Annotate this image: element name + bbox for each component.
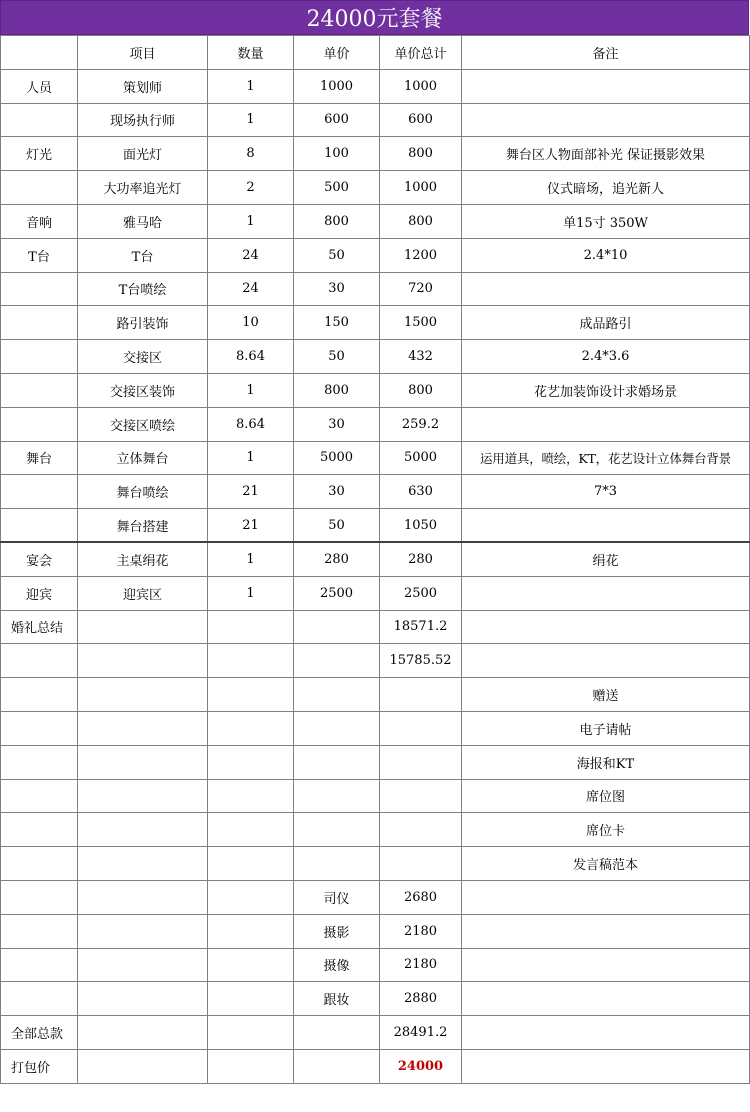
service-row	[1, 982, 750, 1016]
empty-cell	[208, 847, 294, 881]
row-remark: 成品路引	[462, 306, 750, 340]
grand-total-row	[1, 1016, 750, 1050]
header-remark: 备注	[462, 36, 750, 70]
empty-cell	[294, 1016, 380, 1050]
header-quantity: 数量	[208, 36, 294, 70]
row-unit-price: 800	[294, 204, 380, 238]
empty-cell	[1, 982, 78, 1016]
row-category: 舞台	[1, 441, 78, 475]
empty-cell	[208, 678, 294, 712]
row-quantity: 1	[208, 204, 294, 238]
empty-cell	[1, 914, 78, 948]
empty-cell	[462, 948, 750, 982]
empty-cell	[294, 779, 380, 813]
row-total: 280	[380, 542, 462, 576]
service-price: 2680	[380, 880, 462, 914]
grand-total-label: 全部总款	[1, 1016, 78, 1050]
row-quantity: 24	[208, 272, 294, 306]
service-name: 跟妆	[294, 982, 380, 1016]
row-category: T台	[1, 238, 78, 272]
row-total: 1050	[380, 509, 462, 543]
empty-cell	[462, 880, 750, 914]
table-row	[1, 576, 750, 610]
row-quantity: 1	[208, 576, 294, 610]
package-table-body	[1, 36, 750, 1084]
row-remark: 仪式暗场，追光新人	[462, 171, 750, 205]
row-item: 大功率追光灯	[78, 171, 208, 205]
table-row	[1, 137, 750, 171]
row-unit-price: 100	[294, 137, 380, 171]
row-item: 交接区	[78, 340, 208, 374]
row-item: 主桌绢花	[78, 542, 208, 576]
empty-cell	[462, 1016, 750, 1050]
row-unit-price: 30	[294, 475, 380, 509]
row-item: 交接区装饰	[78, 373, 208, 407]
table-row	[1, 238, 750, 272]
empty-cell	[462, 1049, 750, 1083]
table-row	[1, 475, 750, 509]
row-remark: 2.4*3.6	[462, 340, 750, 374]
row-category: 迎宾	[1, 576, 78, 610]
row-unit-price: 2500	[294, 576, 380, 610]
service-row	[1, 880, 750, 914]
row-remark: 单15寸 350W	[462, 204, 750, 238]
empty-cell	[380, 813, 462, 847]
empty-cell	[208, 644, 294, 678]
row-quantity: 21	[208, 475, 294, 509]
table-row	[1, 340, 750, 374]
gift-row	[1, 779, 750, 813]
row-category	[1, 103, 78, 137]
header-category	[1, 36, 78, 70]
discounted-row	[1, 644, 750, 678]
empty-cell	[208, 779, 294, 813]
empty-cell	[462, 644, 750, 678]
row-item: 面光灯	[78, 137, 208, 171]
empty-cell	[1, 847, 78, 881]
empty-cell	[208, 880, 294, 914]
row-remark	[462, 103, 750, 137]
discounted-value: 15785.52	[380, 644, 462, 678]
empty-cell	[208, 813, 294, 847]
row-remark: 2.4*10	[462, 238, 750, 272]
row-unit-price: 1000	[294, 69, 380, 103]
empty-cell	[294, 711, 380, 745]
row-item: 现场执行师	[78, 103, 208, 137]
row-total: 1500	[380, 306, 462, 340]
row-category: 人员	[1, 69, 78, 103]
table-row	[1, 204, 750, 238]
empty-cell	[1, 813, 78, 847]
empty-cell	[78, 1049, 208, 1083]
empty-cell	[208, 1049, 294, 1083]
empty-cell	[78, 711, 208, 745]
table-row	[1, 509, 750, 543]
row-total: 1000	[380, 171, 462, 205]
row-total: 432	[380, 340, 462, 374]
empty-cell	[78, 813, 208, 847]
row-quantity: 1	[208, 441, 294, 475]
row-total: 800	[380, 204, 462, 238]
sheet-title: 24000元套餐	[0, 0, 749, 35]
row-unit-price: 800	[294, 373, 380, 407]
table-row	[1, 542, 750, 576]
empty-cell	[1, 745, 78, 779]
row-category	[1, 272, 78, 306]
service-price: 2880	[380, 982, 462, 1016]
empty-cell	[208, 914, 294, 948]
empty-cell	[294, 610, 380, 644]
row-category: 宴会	[1, 542, 78, 576]
row-category: 音响	[1, 204, 78, 238]
empty-cell	[462, 610, 750, 644]
row-remark	[462, 69, 750, 103]
empty-cell	[208, 711, 294, 745]
row-category	[1, 509, 78, 543]
empty-cell	[294, 813, 380, 847]
header-row	[1, 36, 750, 70]
empty-cell	[78, 745, 208, 779]
empty-cell	[78, 610, 208, 644]
row-remark: 绢花	[462, 542, 750, 576]
gift-item: 海报和KT	[462, 745, 750, 779]
row-item: T台	[78, 238, 208, 272]
empty-cell	[380, 711, 462, 745]
row-total: 5000	[380, 441, 462, 475]
empty-cell	[1, 779, 78, 813]
row-total: 720	[380, 272, 462, 306]
empty-cell	[78, 880, 208, 914]
service-name: 摄像	[294, 948, 380, 982]
gift-row	[1, 678, 750, 712]
empty-cell	[78, 847, 208, 881]
package-price-label: 打包价	[1, 1049, 78, 1083]
wedding-total-row	[1, 610, 750, 644]
row-category: 灯光	[1, 137, 78, 171]
row-unit-price: 30	[294, 272, 380, 306]
row-quantity: 2	[208, 171, 294, 205]
empty-cell	[1, 678, 78, 712]
row-total: 2500	[380, 576, 462, 610]
row-quantity: 1	[208, 69, 294, 103]
gift-row	[1, 813, 750, 847]
row-quantity: 1	[208, 542, 294, 576]
row-quantity: 8	[208, 137, 294, 171]
empty-cell	[294, 644, 380, 678]
service-row	[1, 914, 750, 948]
row-total: 800	[380, 137, 462, 171]
table-row	[1, 306, 750, 340]
gift-item: 席位图	[462, 779, 750, 813]
row-remark	[462, 509, 750, 543]
package-price-row	[1, 1049, 750, 1083]
row-category	[1, 171, 78, 205]
table-row	[1, 171, 750, 205]
empty-cell	[78, 948, 208, 982]
row-unit-price: 600	[294, 103, 380, 137]
row-unit-price: 50	[294, 340, 380, 374]
empty-cell	[78, 1016, 208, 1050]
empty-cell	[462, 914, 750, 948]
empty-cell	[208, 948, 294, 982]
row-category	[1, 306, 78, 340]
row-unit-price: 30	[294, 407, 380, 441]
row-remark: 7*3	[462, 475, 750, 509]
package-price-value: 24000	[380, 1049, 462, 1083]
row-item: 舞台搭建	[78, 509, 208, 543]
row-quantity: 21	[208, 509, 294, 543]
header-unit-price: 单价	[294, 36, 380, 70]
row-quantity: 8.64	[208, 407, 294, 441]
table-row	[1, 441, 750, 475]
row-total: 800	[380, 373, 462, 407]
header-item: 项目	[78, 36, 208, 70]
row-total: 259.2	[380, 407, 462, 441]
service-price: 2180	[380, 914, 462, 948]
table-row	[1, 272, 750, 306]
empty-cell	[1, 644, 78, 678]
empty-cell	[380, 779, 462, 813]
empty-cell	[208, 745, 294, 779]
gift-item: 电子请帖	[462, 711, 750, 745]
table-row	[1, 69, 750, 103]
grand-total-value: 28491.2	[380, 1016, 462, 1050]
empty-cell	[294, 678, 380, 712]
row-unit-price: 500	[294, 171, 380, 205]
row-remark: 舞台区人物面部补光 保证摄影效果	[462, 137, 750, 171]
empty-cell	[78, 779, 208, 813]
empty-cell	[78, 644, 208, 678]
empty-cell	[208, 1016, 294, 1050]
row-category	[1, 340, 78, 374]
row-quantity: 24	[208, 238, 294, 272]
row-total: 630	[380, 475, 462, 509]
row-quantity: 1	[208, 373, 294, 407]
row-item: T台喷绘	[78, 272, 208, 306]
empty-cell	[78, 914, 208, 948]
table-row	[1, 407, 750, 441]
row-item: 舞台喷绘	[78, 475, 208, 509]
row-total: 1200	[380, 238, 462, 272]
service-price: 2180	[380, 948, 462, 982]
empty-cell	[294, 745, 380, 779]
row-remark	[462, 407, 750, 441]
row-unit-price: 50	[294, 509, 380, 543]
package-table	[0, 35, 750, 1084]
wedding-total-label: 婚礼总结	[1, 610, 78, 644]
table-row	[1, 103, 750, 137]
empty-cell	[208, 610, 294, 644]
row-quantity: 10	[208, 306, 294, 340]
gift-row	[1, 745, 750, 779]
row-quantity: 1	[208, 103, 294, 137]
row-remark	[462, 576, 750, 610]
empty-cell	[1, 880, 78, 914]
row-category	[1, 475, 78, 509]
row-total: 1000	[380, 69, 462, 103]
gift-row	[1, 711, 750, 745]
row-remark	[462, 272, 750, 306]
wedding-total-value: 18571.2	[380, 610, 462, 644]
service-name: 司仪	[294, 880, 380, 914]
table-row	[1, 373, 750, 407]
row-unit-price: 280	[294, 542, 380, 576]
row-unit-price: 5000	[294, 441, 380, 475]
row-remark: 运用道具，喷绘，KT，花艺设计立体舞台背景	[462, 441, 750, 475]
empty-cell	[78, 982, 208, 1016]
empty-cell	[380, 745, 462, 779]
row-unit-price: 50	[294, 238, 380, 272]
empty-cell	[78, 678, 208, 712]
row-category	[1, 407, 78, 441]
row-item: 立体舞台	[78, 441, 208, 475]
empty-cell	[1, 711, 78, 745]
header-total: 单价总计	[380, 36, 462, 70]
service-name: 摄影	[294, 914, 380, 948]
gift-row	[1, 847, 750, 881]
service-row	[1, 948, 750, 982]
empty-cell	[380, 847, 462, 881]
gift-item: 席位卡	[462, 813, 750, 847]
row-item: 策划师	[78, 69, 208, 103]
empty-cell	[380, 678, 462, 712]
row-category	[1, 373, 78, 407]
row-item: 雅马哈	[78, 204, 208, 238]
empty-cell	[294, 847, 380, 881]
gift-heading: 赠送	[462, 678, 750, 712]
gift-item: 发言稿范本	[462, 847, 750, 881]
empty-cell	[462, 982, 750, 1016]
row-item: 路引装饰	[78, 306, 208, 340]
empty-cell	[1, 948, 78, 982]
empty-cell	[294, 1049, 380, 1083]
empty-cell	[208, 982, 294, 1016]
row-item: 迎宾区	[78, 576, 208, 610]
row-total: 600	[380, 103, 462, 137]
row-unit-price: 150	[294, 306, 380, 340]
row-quantity: 8.64	[208, 340, 294, 374]
row-remark: 花艺加装饰设计求婚场景	[462, 373, 750, 407]
row-item: 交接区喷绘	[78, 407, 208, 441]
